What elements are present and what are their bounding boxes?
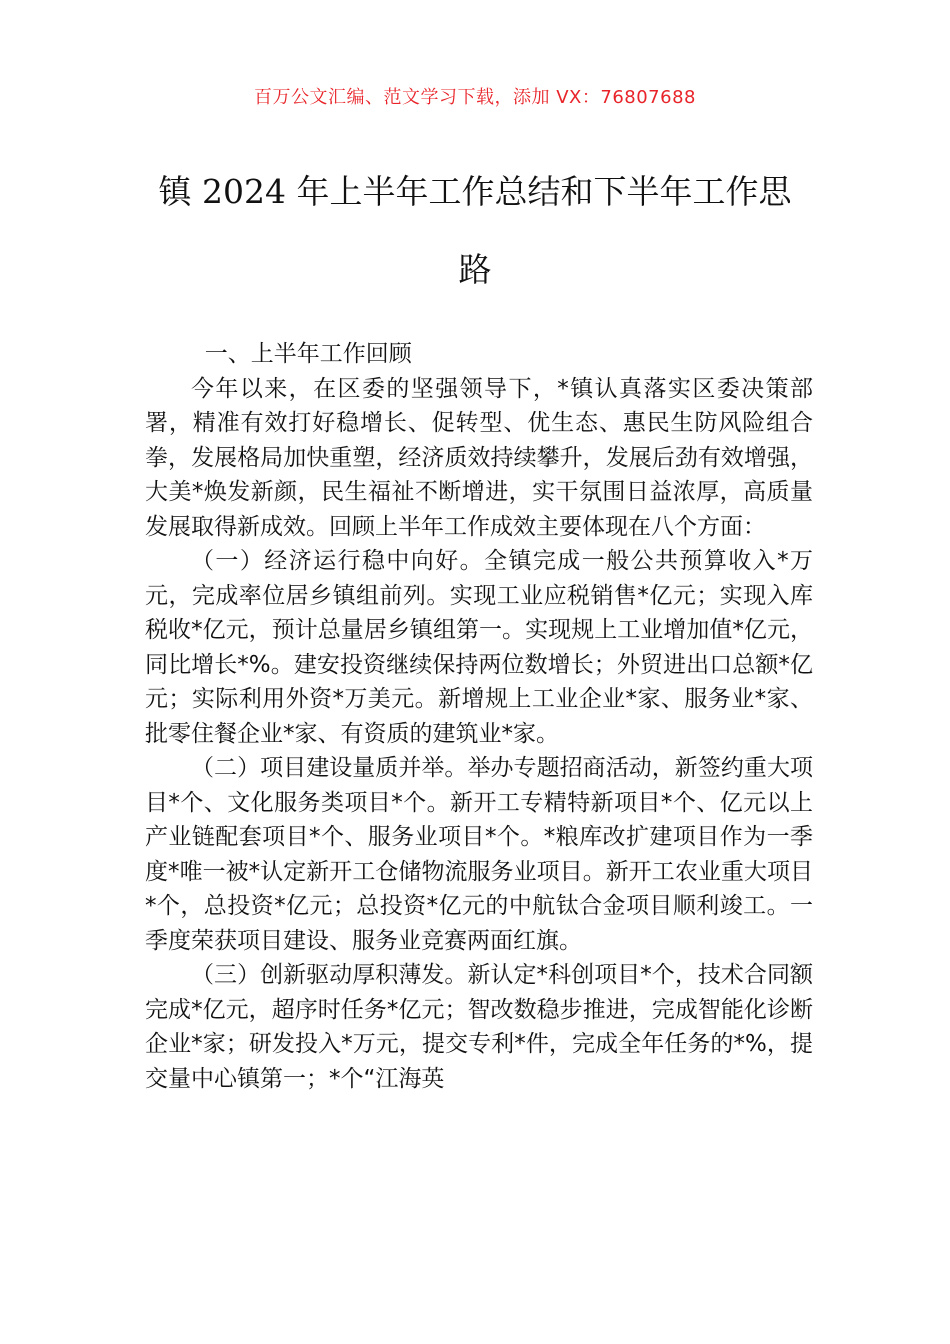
document-body [145, 337, 813, 1096]
document-title-line-2: 路 [458, 250, 492, 289]
section-heading-review: 一、上半年工作回顾 [204, 341, 412, 367]
watermark-text: 百万公文汇编、范文学习下载，添加 VX：76807688 [254, 87, 696, 108]
paragraph-innovation: （三）创新驱动厚积薄发。新认定*科创项目*个，技术合同额完成*亿元，超序时任务*亿元；智改数稳步推进，完成智能化诊断企业*家；研发投入*万元，提交专利*件，完成全年任务的*%，提交量中心镇第一；*个“江海英 [145, 962, 813, 1092]
document-title-line-1: 镇 2024 年上半年工作总结和下半年工作思 [158, 172, 792, 211]
intro-paragraph: 今年以来，在区委的坚强领导下，*镇认真落实区委决策部署，精准有效打好稳增长、促转型、优生态、惠民生防风险组合拳，发展格局加快重塑，经济质效持续攀升，发展后劲有效增强，大美*焕发新颜，民生福祉不断增进，实干氛围日益浓厚，高质量发展取得新成效。回顾上半年工作成效主要体现在八个方面： [145, 375, 813, 540]
paragraph-projects: （二）项目建设量质并举。举办专题招商活动，新签约重大项目*个、文化服务类项目*个。新开工专精特新项目*个、亿元以上产业链配套项目*个、服务业项目*个。*粮库改扩建项目作为一季度*唯一被*认定新开工仓储物流服务业项目。新开工农业重大项目*个，总投资*亿元；总投资*亿元的中航钛合金项目顺利竣工。一季度荣获项目建设、服务业竞赛两面红旗。 [145, 755, 813, 954]
paragraph-economy: （一）经济运行稳中向好。全镇完成一般公共预算收入*万元，完成率位居乡镇组前列。实现工业应税销售*亿元；实现入库税收*亿元，预计总量居乡镇组第一。实现规上工业增加值*亿元，同比增长*%。建安投资继续保持两位数增长；外贸进出口总额*亿元；实际利用外资*万美元。新增规上工业企业*家、服务业*家、批零住餐企业*家、有资质的建筑业*家。 [145, 548, 813, 747]
